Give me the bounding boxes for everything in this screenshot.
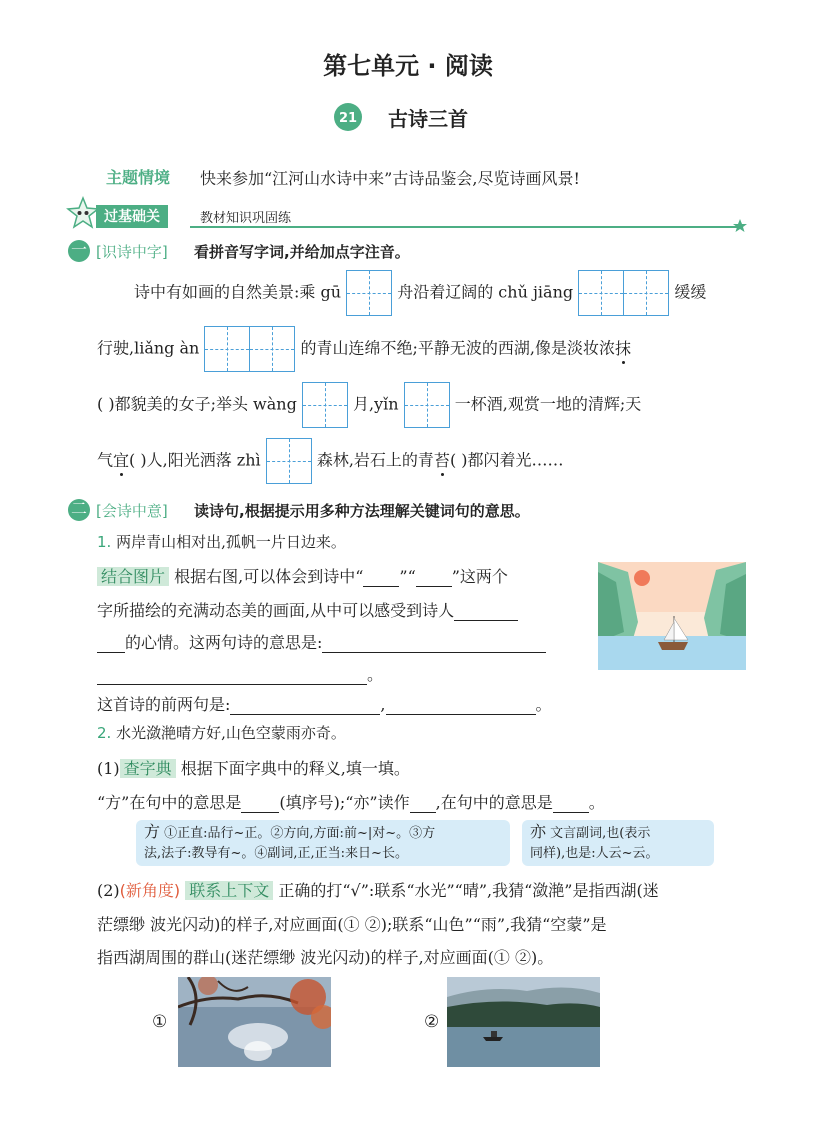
section-divider: [190, 226, 740, 228]
q2-text: 这首诗的前两句是:: [97, 695, 231, 714]
item-2: [97, 722, 346, 743]
dict-text: 文言副词,也(表示: [550, 826, 651, 841]
dictionary-entry-fang: [136, 820, 510, 866]
question-1-tag: [识诗中字]: [96, 243, 168, 261]
sub-question-1: [97, 756, 410, 779]
q2-text: 的心情。这两句诗的意思是:: [125, 633, 323, 652]
dict-char: 方: [144, 822, 161, 841]
unit-title: 第七单元 · 阅读: [323, 52, 493, 80]
answer-blank[interactable]: [454, 620, 518, 621]
question-number-2: 二: [68, 499, 90, 521]
writing-grid[interactable]: [578, 270, 624, 316]
q1-text: 行驶,liǎng àn: [97, 338, 200, 358]
q2-text: ,: [380, 695, 386, 714]
writing-grid[interactable]: [302, 382, 348, 428]
q2-text: 根据下面字典中的释义,填一填。: [180, 759, 410, 778]
q2-text: 字所描绘的充满动态美的画面,从中可以感受到诗人: [97, 601, 455, 620]
picture-2-label: ②: [424, 1012, 440, 1032]
q1-line-1: [134, 270, 706, 316]
section-tag: 过基础关: [96, 205, 168, 228]
q2-para-line-4: [97, 662, 383, 685]
answer-blank[interactable]: [410, 812, 436, 813]
dotted-char: 苔: [433, 450, 450, 470]
q2-para-line-3: [97, 630, 546, 653]
item-2-poem: 水光潋滟晴方好,山色空蒙雨亦奇。: [116, 724, 346, 742]
hint-chip: 查字典: [120, 759, 176, 778]
q1-text: 的青山连绵不绝;平静无波的西湖,像是淡妆浓: [300, 338, 616, 358]
answer-blank[interactable]: [97, 684, 367, 685]
question-number-1: 一: [68, 240, 90, 262]
picture-1-label: ①: [152, 1012, 168, 1032]
q2-para-line-5: [97, 692, 552, 715]
lake-boat-photo: [447, 977, 600, 1067]
item-2-number: 2.: [97, 724, 112, 742]
writing-grid[interactable]: [249, 326, 295, 372]
new-angle-tag: (新角度): [119, 881, 181, 900]
lesson-badge: [333, 102, 363, 132]
writing-grid[interactable]: [266, 438, 312, 484]
answer-blank[interactable]: [97, 652, 125, 653]
q1-text: 森林,岩石上的青: [316, 450, 434, 470]
q2-text: 根据右图,可以体会到诗中“: [174, 567, 364, 586]
writing-grid[interactable]: [404, 382, 450, 428]
theme-text: 快来参加“江河山水诗中来”古诗品鉴会,尽览诗画风景!: [200, 169, 580, 188]
q1-line-2: [97, 326, 631, 372]
theme-label: 主题情境: [106, 168, 171, 187]
q2-text: ”这两个: [451, 567, 508, 586]
lesson-number: 21: [338, 111, 358, 126]
answer-blank[interactable]: [386, 714, 536, 715]
q1-text: ( )都闪着光……: [449, 450, 564, 470]
q2-text: ,在句中的意思是: [435, 793, 553, 812]
q2-text: 。: [588, 793, 605, 812]
sub-1-number: (1): [97, 759, 120, 778]
q2-text: 。: [535, 695, 552, 714]
q2-text: 正确的打“√”:联系“水光”“晴”,我猜“潋滟”是指西湖(迷: [278, 881, 659, 900]
hint-chip: 结合图片: [97, 567, 169, 586]
q2-para-line-1: [97, 564, 508, 587]
question-2-tag: [会诗中意]: [96, 502, 168, 520]
writing-grid[interactable]: [204, 326, 250, 372]
section-subtitle: 教材知识巩固练: [200, 211, 292, 226]
answer-blank[interactable]: [322, 652, 546, 653]
item-1: [97, 531, 346, 552]
answer-blank[interactable]: [416, 586, 452, 587]
q2-para-line-2: [97, 598, 518, 621]
dictionary-entry-yi: [522, 820, 714, 866]
mascot-icon: [66, 196, 100, 230]
dotted-char: 宜: [113, 450, 130, 470]
q1-text: ( )都貌美的女子;举头 wàng: [97, 394, 297, 414]
boat-mountain-illustration: [598, 562, 746, 670]
item-1-number: 1.: [97, 533, 112, 551]
question-1-prompt: 看拼音写字词,并给加点字注音。: [194, 243, 410, 261]
q1-line-3: [97, 382, 641, 428]
q1-line-4: [97, 438, 564, 484]
sub-2-line-2: 茫缥缈 波光闪动)的样子,对应画面(① ②);联系“山色”“雨”,我猜“空蒙”是: [97, 915, 607, 934]
sub-2-line-1: [97, 878, 659, 901]
sub-1-fill-line: [97, 790, 605, 813]
dict-text: 法,法子:教导有~。④副词,正,正当:来日~长。: [144, 846, 408, 861]
sub-2-line-3: 指西湖周围的群山(迷茫缥缈 波光闪动)的样子,对应画面(① ②)。: [97, 948, 554, 967]
writing-grid[interactable]: [346, 270, 392, 316]
answer-blank[interactable]: [230, 714, 380, 715]
q1-text: 气: [97, 450, 114, 470]
dict-text: ①正直:品行~正。②方向,方面:前~|对~。③方: [164, 826, 436, 841]
q1-text: 诗中有如画的自然美景:乘 gū: [134, 282, 342, 302]
q1-text: 舟沿着辽阔的 chǔ jiāng: [397, 282, 574, 302]
lesson-title: 古诗三首: [388, 107, 468, 131]
sub-2-number: (2): [97, 881, 120, 900]
dict-char: 亦: [530, 822, 547, 841]
lake-tree-photo: [178, 977, 331, 1067]
question-2-prompt: 读诗句,根据提示用多种方法理解关键词句的意思。: [194, 502, 530, 520]
q2-text: (填序号);“亦”读作: [279, 793, 410, 812]
q2-text: 。: [367, 665, 384, 684]
q2-text: ”“: [399, 567, 416, 586]
dotted-char: 抹: [615, 338, 632, 358]
q1-text: ( )人,阳光洒落 zhì: [129, 450, 261, 470]
star-icon: [733, 219, 747, 233]
q1-text: 缓缓: [674, 282, 707, 302]
item-1-poem: 两岸青山相对出,孤帆一片日边来。: [116, 533, 346, 551]
hint-chip: 联系上下文: [185, 881, 273, 900]
answer-blank[interactable]: [553, 812, 589, 813]
answer-blank[interactable]: [363, 586, 399, 587]
q2-text: “方”在句中的意思是: [97, 793, 242, 812]
q1-text: 一杯酒,观赏一地的清辉;天: [454, 394, 642, 414]
writing-grid[interactable]: [623, 270, 669, 316]
dict-text: 同样),也是:人云~云。: [530, 846, 659, 861]
q1-text: 月,yǐn: [353, 394, 399, 414]
answer-blank[interactable]: [241, 812, 279, 813]
